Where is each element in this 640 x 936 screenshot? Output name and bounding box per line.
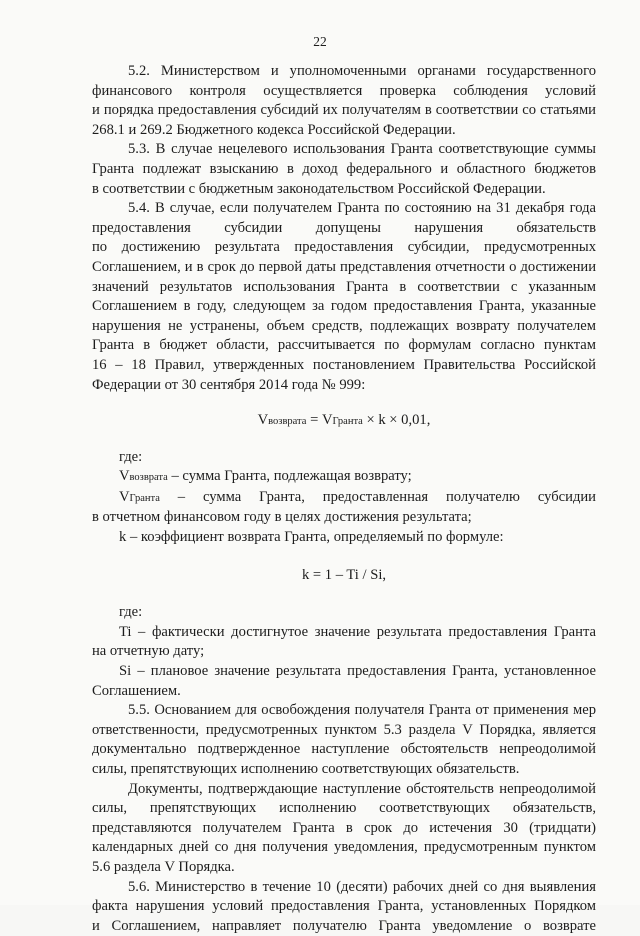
definition-text: – сумма Гранта, подлежащая возврату; xyxy=(167,468,412,485)
formula-subscript: возврата xyxy=(129,472,168,484)
text-line: 5.4. В случае, если получателем Гранта по состоянию на 31 декабря года xyxy=(128,200,596,217)
formula-part: = V xyxy=(306,412,333,429)
text-line: и порядка предоставления субсидий их получателям в соответствии со статьями xyxy=(92,102,596,119)
definition-ti: Ti – фактически достигнутое значение результата предоставления Гранта xyxy=(119,623,596,640)
page-number: 22 xyxy=(313,34,327,49)
text-line: финансового контроля осуществляется проверка соблюдения условий xyxy=(92,82,596,99)
formula-symbol: V xyxy=(119,468,130,485)
formula-subscript: Гранта xyxy=(129,492,160,504)
text-line: Гранта в бюджет области, рассчитывается по формулам согласно пунктам xyxy=(92,337,596,354)
paragraph-5-6 xyxy=(92,878,596,936)
text-line: силы, препятствующих исполнению соответствующих обязательств, xyxy=(92,800,596,817)
text-line: Гранта подлежат взысканию в доход федерального и областного бюджетов xyxy=(92,160,596,177)
text-line: Соглашением, и в срок до первой даты представления отчетности о достижении xyxy=(92,258,596,275)
definition-k: k – коэффициент возврата Гранта, определяемый по формуле: xyxy=(119,529,504,546)
text-line: значений результатов использования Гранта в соответствии с указанным xyxy=(92,278,596,295)
text-line: 5.6. Министерство в течение 10 (десяти) рабочих дней со дня выявления xyxy=(128,878,596,895)
text-line: в отчетном финансовом году в целях достижения результата; xyxy=(92,509,472,526)
text-line: Соглашением. xyxy=(92,682,181,699)
text-line: документально подтвержденное наступление обстоятельств непреодолимой xyxy=(92,741,596,758)
definition-v-return xyxy=(92,467,596,488)
definition-text: – сумма Гранта, предоставленная получателю субсидии xyxy=(159,488,596,505)
text-line: ответственности, предусмотренных пунктом 5.3 раздела V Порядка, является xyxy=(92,721,596,738)
formula-symbol: V xyxy=(119,488,130,505)
paragraph-5-5 xyxy=(92,701,596,779)
paragraph-5-2 xyxy=(92,62,596,140)
paragraph-5-5-documents xyxy=(92,780,596,878)
text-line: силы, препятствующих исполнению соответствующих обязательств. xyxy=(92,761,520,777)
where-label: где: xyxy=(119,448,143,465)
paragraph-5-4 xyxy=(92,199,596,395)
text-line: нарушения не устранены, объем средств, подлежащих возврату получателем xyxy=(92,317,596,334)
formula-subscript: Гранта xyxy=(332,416,363,428)
definition-si: Si – плановое значение результата предоставления Гранта, установленное xyxy=(119,663,596,680)
text-line: календарных дней со дня получения уведомления, предусмотренным пунктом xyxy=(92,839,596,856)
where-label: где: xyxy=(119,604,143,621)
formula-subscript: возврата xyxy=(268,416,307,428)
text-line: Соглашением в году, следующем за годом предоставления Гранта, указанные xyxy=(92,298,596,315)
text-line: 5.2. Министерством и уполномоченными органами государственного xyxy=(128,63,596,79)
formula-coefficient: k = 1 – Ti / Si, xyxy=(301,566,387,583)
text-line: и Соглашением, направляет получателю Гранта уведомление о возврате xyxy=(92,917,596,934)
text-line: представляются получателем Гранта в срок до истечения 30 (тридцати) xyxy=(92,819,596,836)
text-line: 268.1 и 269.2 Бюджетного кодекса Российской Федерации. xyxy=(92,121,456,138)
formula-return-amount xyxy=(92,411,596,432)
definition-v-grant xyxy=(92,488,596,509)
text-line: 16 – 18 Правил, утвержденных постановлением Правительства Российской xyxy=(92,356,596,373)
text-line: предоставления субсидии допущены нарушения обязательств xyxy=(92,219,596,236)
text-line: по достижению результата предоставления субсидии, предусмотренных xyxy=(92,239,596,256)
text-line: на отчетную дату; xyxy=(92,643,205,660)
document-body xyxy=(92,62,596,936)
formula-part: × k × 0,01, xyxy=(362,412,431,429)
text-line: 5.3. В случае нецелевого использования Гранта соответствующие суммы xyxy=(128,141,596,158)
text-line: факта нарушения условий предоставления Гранта, установленных Порядком xyxy=(92,898,596,915)
text-line: в соответствии с бюджетным законодательством Российской Федерации. xyxy=(92,180,546,197)
text-line: 5.5. Основанием для освобождения получателя Гранта от применения мер xyxy=(128,702,596,719)
paragraph-5-3 xyxy=(92,140,596,199)
text-line: 5.6 раздела V Порядка. xyxy=(92,858,235,875)
text-line: Федерации от 30 сентября 2014 года № 999: xyxy=(92,376,366,393)
formula-symbol: V xyxy=(257,412,269,429)
text-line: Документы, подтверждающие наступление обстоятельств непреодолимой xyxy=(128,780,596,797)
